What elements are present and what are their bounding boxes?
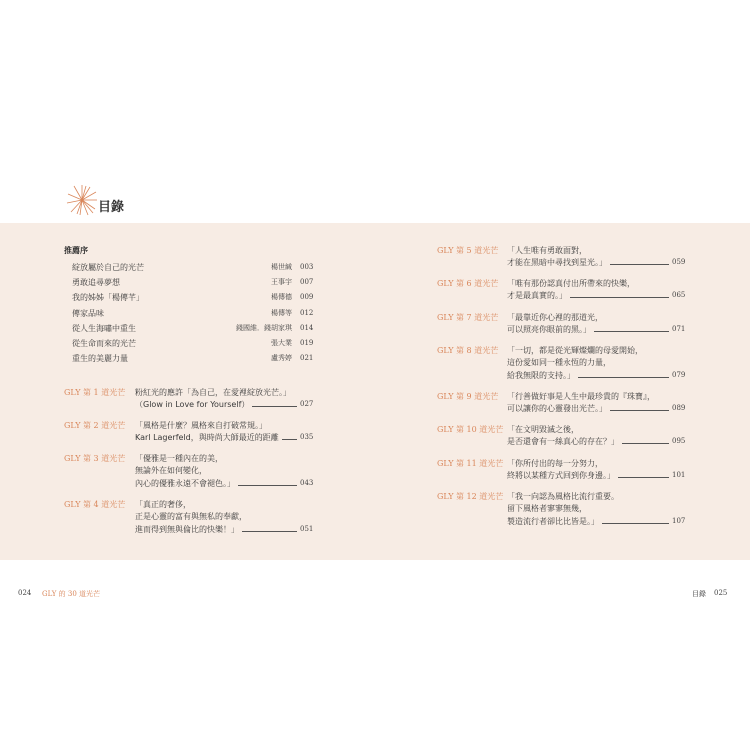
recommendation-page: 012 bbox=[300, 308, 314, 317]
recommendation-author: 楊傳德 bbox=[271, 293, 292, 302]
dot-leader bbox=[622, 443, 669, 444]
dot-leader bbox=[252, 406, 297, 407]
chapter-label: GLY 第 5 道光芒 bbox=[437, 246, 499, 255]
chapter-quote-line: 這份愛如同一種永恆的力量， bbox=[507, 358, 611, 368]
chapter-page: 059 bbox=[672, 258, 686, 267]
recommendation-page: 019 bbox=[300, 339, 314, 347]
chapter-quote-line: 才是最真實的。」 bbox=[507, 291, 567, 301]
chapter-quote-line: 「唯有那份認真付出所帶來的快樂， bbox=[507, 279, 635, 288]
recommendation-page: 014 bbox=[300, 323, 314, 332]
chapter-label: GLY 第 6 道光芒 bbox=[437, 279, 499, 288]
chapter-label: GLY 第 8 道光芒 bbox=[437, 346, 499, 355]
chapter-quote-line: （Glow in Love for Yourself） bbox=[135, 400, 250, 410]
chapter-label: GLY 第 3 道光芒 bbox=[64, 454, 126, 463]
chapter-quote-line: 「在文明毀滅之後， bbox=[507, 425, 579, 434]
starburst-icon bbox=[66, 184, 98, 216]
chapter-page: 089 bbox=[672, 404, 686, 413]
dot-leader bbox=[610, 410, 669, 411]
chapter-quote-line: 留下風格者寥寥無幾， bbox=[507, 504, 587, 514]
chapter-quote-line: 才能在黑暗中尋找到星光。」 bbox=[507, 258, 607, 268]
recommendation-author: 錢國維．錢胡家琪 bbox=[236, 323, 292, 332]
dot-leader bbox=[602, 523, 669, 524]
recommendation-page: 021 bbox=[300, 354, 314, 363]
chapter-label: GLY 第 11 道光芒 bbox=[437, 459, 504, 468]
chapter-quote-line: 「優雅是一種內在的美， bbox=[135, 454, 223, 463]
recommendations-heading: 推薦序 bbox=[64, 246, 88, 255]
chapter-quote-line: 「真正的奢侈， bbox=[135, 500, 191, 509]
chapter-label: GLY 第 9 道光芒 bbox=[437, 392, 499, 401]
chapter-quote-line: 「我一向認為風格比流行重要。 bbox=[507, 492, 619, 501]
chapter-quote-line: 製造流行者卻比比皆是。」 bbox=[507, 516, 599, 526]
dot-leader bbox=[578, 377, 669, 378]
dot-leader bbox=[610, 264, 669, 265]
recommendation-author: 盧秀婷 bbox=[271, 354, 292, 363]
chapter-page: 079 bbox=[672, 370, 686, 379]
chapter-quote-line: 進而得到無與倫比的快樂！」 bbox=[135, 524, 239, 534]
chapter-quote-line: 「最靠近你心裡的那道光， bbox=[507, 313, 603, 322]
page-title: 目錄 bbox=[98, 200, 125, 215]
chapter-quote-line: 粉紅光的應許「為自己，在愛裡綻放光芒。」 bbox=[135, 388, 291, 397]
chapter-quote-line: 「人生唯有勇敢面對， bbox=[507, 246, 587, 255]
recommendation-author: 張大業 bbox=[271, 339, 292, 347]
chapter-label: GLY 第 7 道光芒 bbox=[437, 313, 499, 322]
footer-right-title: 目錄 bbox=[692, 590, 706, 598]
recommendation-page: 007 bbox=[300, 278, 314, 287]
chapter-quote-line: 「一切，都是從光輝燦爛的母愛開始， bbox=[507, 346, 643, 355]
recommendation-title: 勇敢追尋夢想 bbox=[72, 278, 120, 288]
chapter-page: 051 bbox=[300, 524, 314, 533]
chapter-quote-line: 正是心靈的富有與無私的奉獻， bbox=[135, 512, 247, 522]
dot-leader bbox=[618, 477, 669, 478]
dot-leader bbox=[594, 331, 669, 332]
chapter-page: 035 bbox=[300, 433, 314, 442]
recommendation-title: 我的姊姊「楊傳芊」 bbox=[72, 293, 144, 303]
chapter-quote-line: 可以照亮你眼前的黑。」 bbox=[507, 325, 591, 335]
recommendation-title: 重生的美麗力量 bbox=[72, 354, 128, 364]
chapter-page: 071 bbox=[672, 325, 686, 334]
recommendation-page: 009 bbox=[300, 293, 314, 302]
chapter-label: GLY 第 10 道光芒 bbox=[437, 425, 504, 434]
chapter-page: 107 bbox=[672, 516, 686, 525]
chapter-label: GLY 第 1 道光芒 bbox=[64, 388, 126, 397]
dot-leader bbox=[570, 297, 669, 298]
dot-leader bbox=[282, 439, 297, 440]
recommendation-title: 傳家品味 bbox=[72, 308, 104, 318]
dot-leader bbox=[238, 485, 297, 486]
dot-leader bbox=[242, 531, 297, 532]
chapter-quote-line: 「行善做好事是人生中最珍貴的『珠寶』， bbox=[507, 392, 655, 401]
chapter-quote-line: 「風格是什麼？風格來自打破常規。」 bbox=[135, 421, 267, 430]
recommendation-author: 楊世緘 bbox=[271, 263, 292, 271]
recommendation-page: 003 bbox=[300, 263, 314, 271]
chapter-quote-line: 無論外在如何變化， bbox=[135, 466, 207, 476]
chapter-label: GLY 第 12 道光芒 bbox=[437, 492, 504, 501]
chapter-quote-line: 內心的優雅永遠不會褪色。」 bbox=[135, 478, 235, 488]
recommendation-title: 綻放屬於自己的光芒 bbox=[72, 263, 144, 272]
recommendation-author: 王事宇 bbox=[271, 278, 292, 287]
chapter-label: GLY 第 2 道光芒 bbox=[64, 421, 126, 430]
chapter-quote-line: 是否還會有一絲真心的存在？」 bbox=[507, 437, 619, 447]
footer-right-page: 025 bbox=[714, 589, 728, 597]
chapter-page: 095 bbox=[672, 437, 686, 446]
chapter-quote-line: 可以讓你的心靈發出光芒。」 bbox=[507, 404, 607, 414]
chapter-page: 027 bbox=[300, 400, 314, 409]
chapter-quote-line: 終將以某種方式回到你身邊。」 bbox=[507, 471, 615, 481]
recommendation-author: 楊傳等 bbox=[271, 308, 292, 317]
footer-left-page: 024 bbox=[18, 589, 32, 597]
chapter-quote-line: 「你所付出的每一分努力， bbox=[507, 459, 603, 468]
footer-left-title: GLY 的 30 道光芒 bbox=[42, 590, 100, 598]
chapter-page: 101 bbox=[672, 471, 686, 480]
chapter-label: GLY 第 4 道光芒 bbox=[64, 500, 126, 509]
recommendation-title: 從人生海嘯中重生 bbox=[72, 323, 136, 333]
chapter-quote-line: Karl Lagerfeld，與時尚大師最近的距離 bbox=[135, 433, 279, 443]
chapter-page: 043 bbox=[300, 478, 314, 487]
chapter-page: 065 bbox=[672, 291, 686, 300]
recommendation-title: 從生命而來的光芒 bbox=[72, 339, 136, 348]
chapter-quote-line: 給我無限的支持。」 bbox=[507, 370, 575, 380]
